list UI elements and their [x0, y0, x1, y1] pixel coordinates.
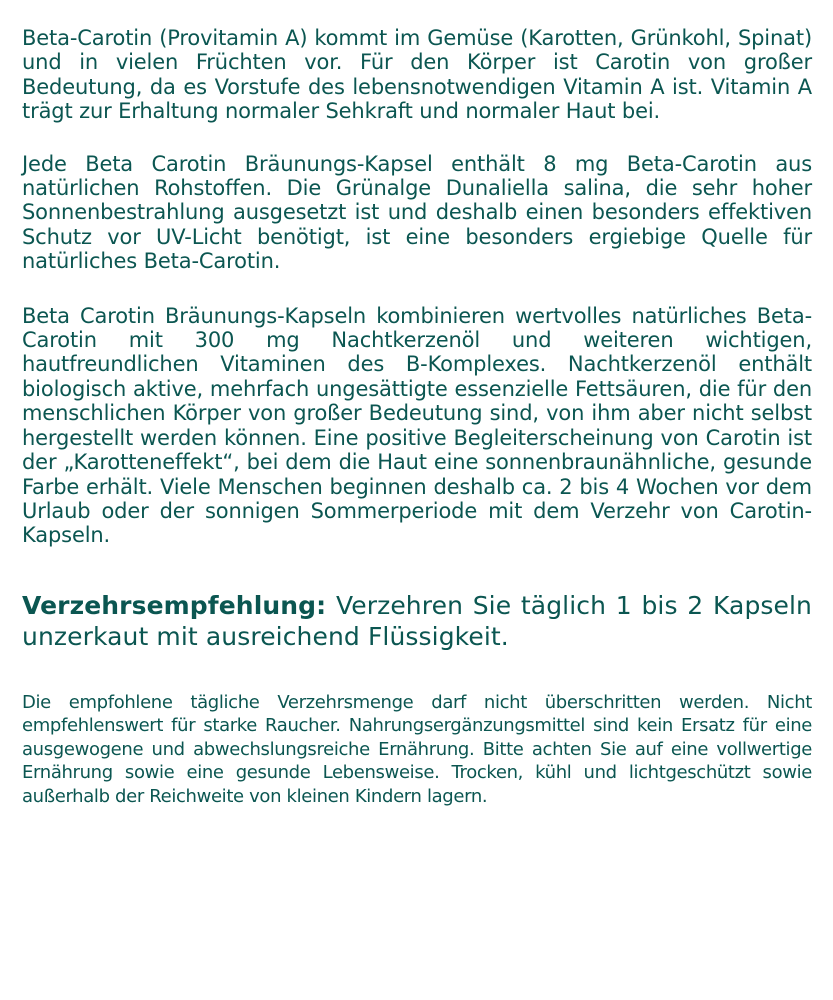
capsule-content-paragraph: Jede Beta Carotin Bräunungs-Kapsel enthält 8 mg Beta-Carotin aus natürlichen Rohstoffen. Die Grünalge Dunaliella salina, die sehr hoher Sonnenbestrahlung ausgesetzt ist und deshalb einen besonders effektiven Schutz vor UV-Licht benötigt, ist eine besonders ergiebige Quelle für natürliches Beta-Carotin.: [22, 151, 812, 274]
recommendation-label: Verzehrsempfehlung:: [22, 590, 327, 620]
product-description: [22, 26, 812, 808]
intro-paragraph: Beta-Carotin (Provitamin A) kommt im Gemüse (Karotten, Grünkohl, Spinat) und in vielen Früchten vor. Für den Körper ist Carotin von großer Bedeutung, da es Vorstufe des lebensnotwendigen Vitamin A ist. Vitamin A trägt zur Erhaltung normaler Sehkraft und normaler Haut bei.: [22, 26, 812, 124]
recommendation: [22, 590, 812, 652]
benefits-paragraph: Beta Carotin Bräunungs-Kapseln kombinieren wertvolles natürliches Beta-Carotin mit 300 mg Nachtkerzenöl und weiteren wichtigen, hautfreundlichen Vitaminen des B-Komplexes. Nachtkerzenöl enthält biologisch aktive, mehrfach ungesättigte essenzielle Fettsäuren, die für den menschlichen Körper von großer Bedeutung sind, von ihm aber nicht selbst hergestellt werden können. Eine positive Begleiterscheinung von Carotin ist der „Karotteneffekt“, bei dem die Haut eine sonnenbraunähnliche, gesunde Farbe erhält. Viele Menschen beginnen deshalb ca. 2 bis 4 Wochen vor dem Urlaub oder der sonnigen Sommerperiode mit dem Verzehr von Carotin-Kapseln.: [22, 303, 812, 548]
recommendation-text: Verzehren Sie täglich 1 bis 2 Kapseln unzerkaut mit ausreichend Flüssigkeit.: [22, 590, 813, 651]
warning-notes: Die empfohlene tägliche Verzehrsmenge darf nicht überschritten werden. Nicht empfehlenswert für starke Raucher. Nahrungsergänzungsmittel sind kein Ersatz für eine ausgewogene und abwechslungsreiche Ernährung. Bitte achten Sie auf eine vollwertige Ernährung sowie eine gesunde Lebensweise. Trocken, kühl und lichtgeschützt sowie außerhalb der Reichweite von kleinen Kindern lagern.: [22, 691, 812, 807]
